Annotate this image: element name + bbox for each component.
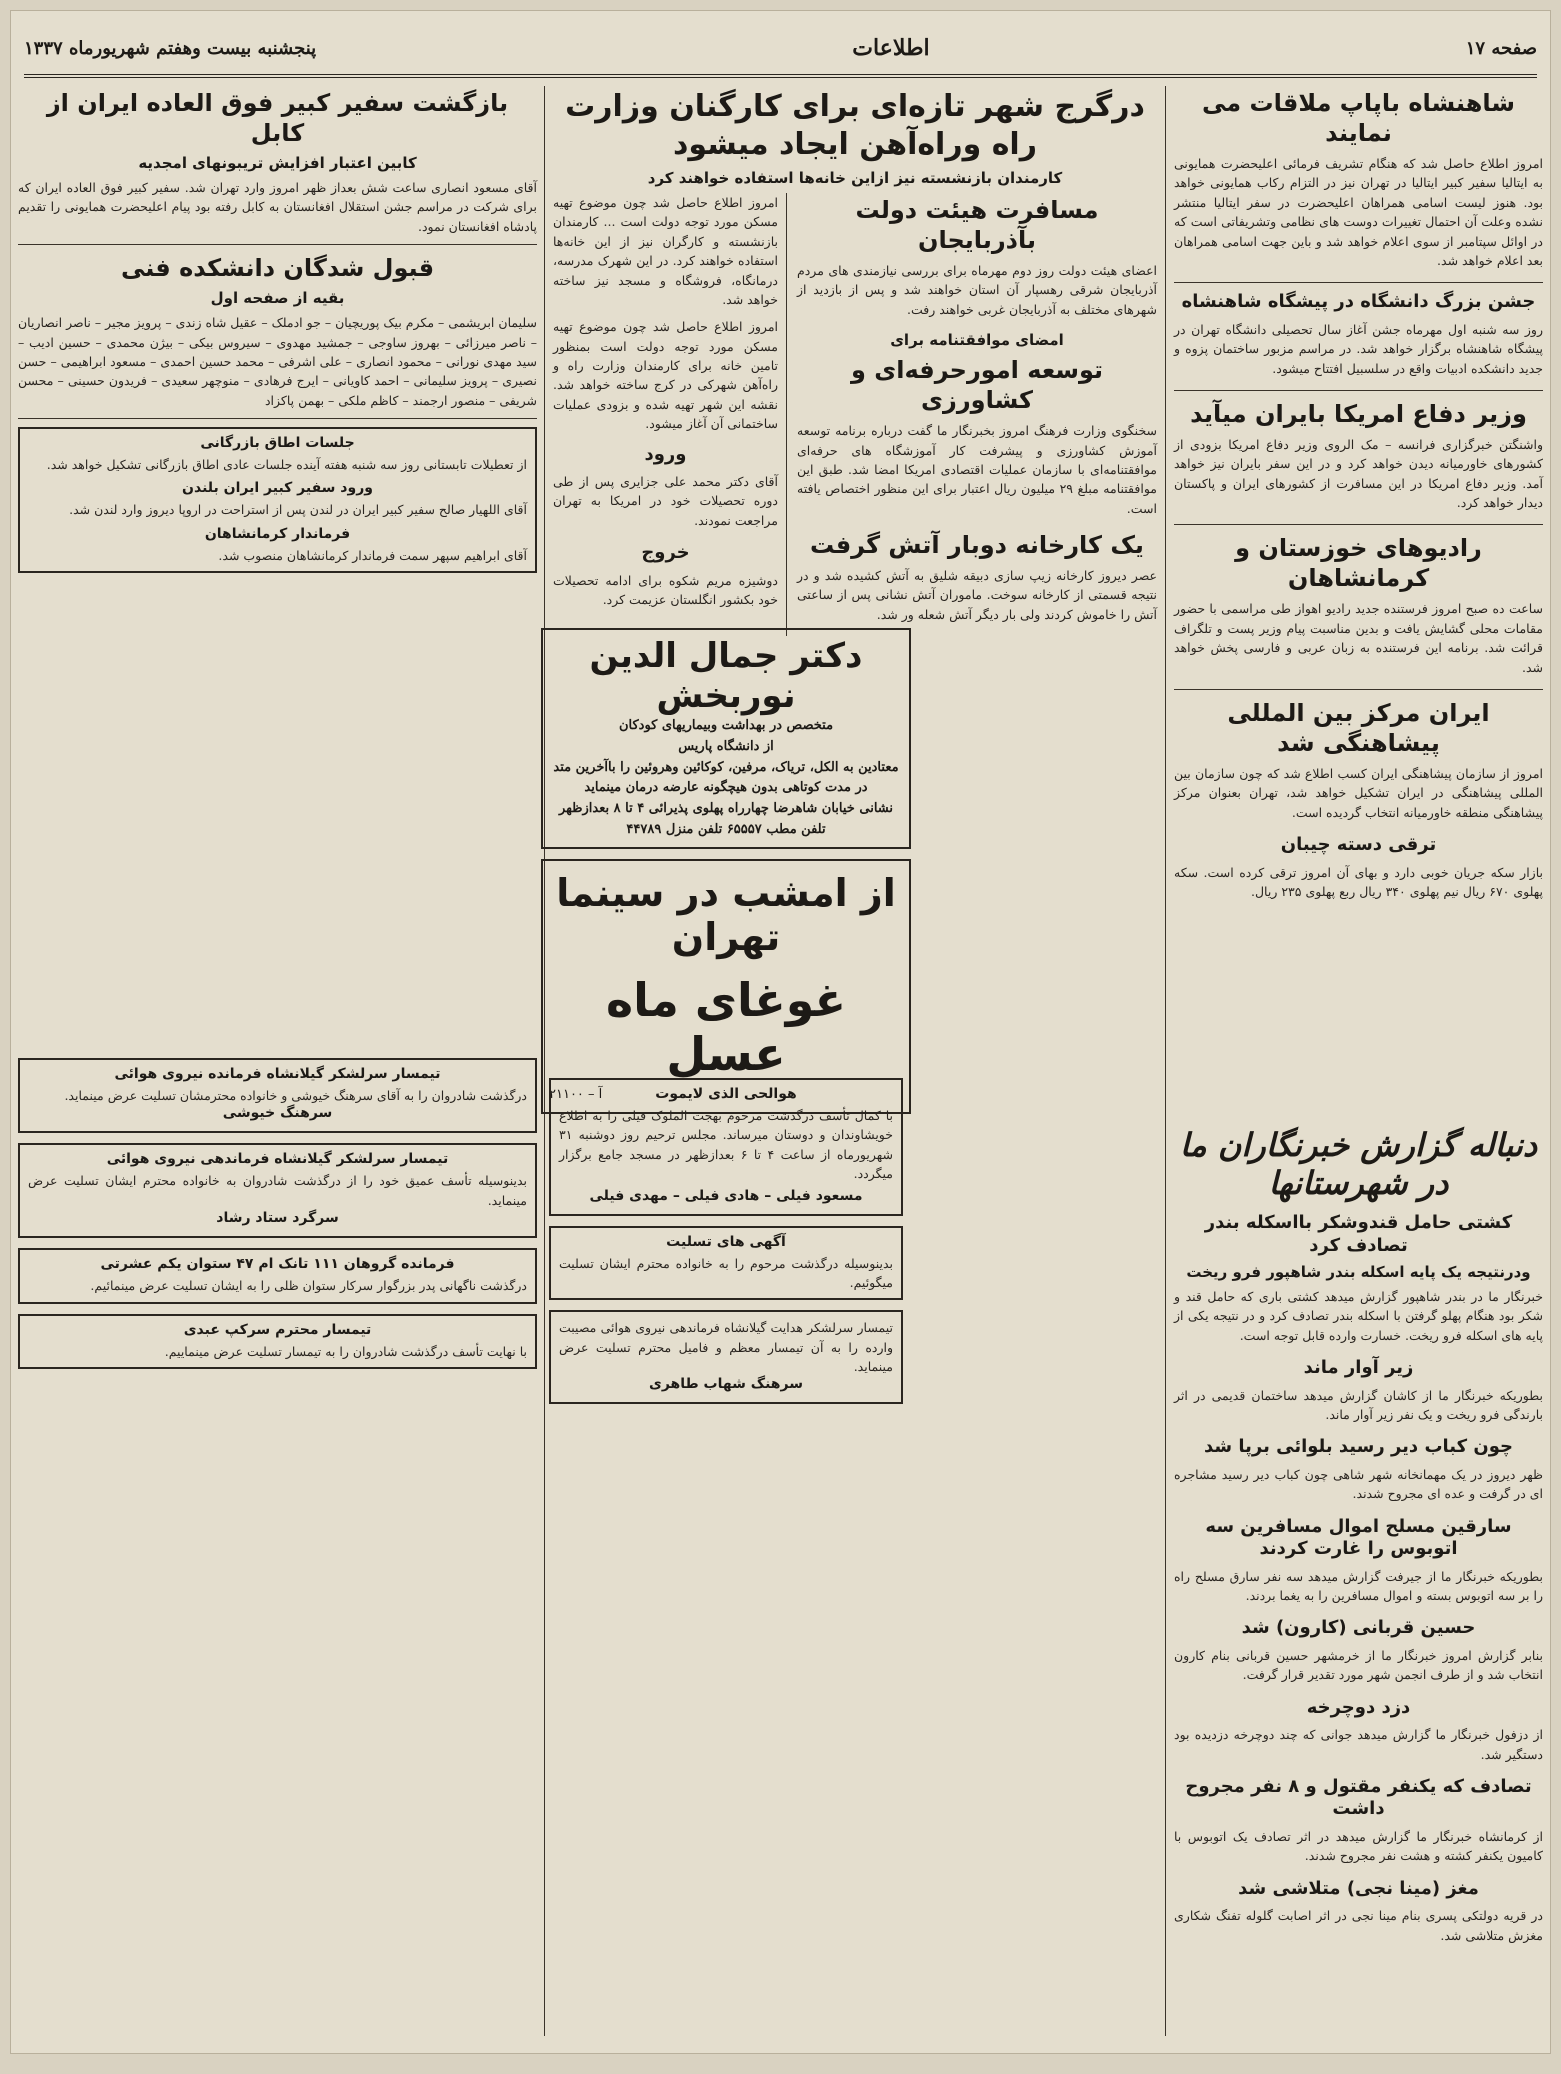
chamber-of-commerce-box — [18, 427, 537, 573]
obituary-body: با کمال تأسف درگذشت مرحوم بهجت الملوک فیلی را به اطلاع خویشاوندان و دوستان میرساند. مجلس ترحیم روز دوشنبه ۳۱ شهریورماه از ساعت ۴ تا ۶ بعدازظهر در مسجد جامع برگزار میگردد. — [559, 1108, 893, 1182]
column-obituaries-left — [10, 1050, 545, 2036]
article-body: ظهر دیروز در یک مهمانخانه شهر شاهی چون کباب دیر رسید مشاجره ای در گرفت و عده ای مجروح شدند. — [1174, 1466, 1543, 1502]
article-body: بطوریکه خبرنگار ما از جیرفت گزارش میدهد سه نفر سارق مسلح راه را بر سه اتوبوس بسته و اموال مسافرین را به یغما بردند. — [1174, 1568, 1543, 1603]
condolence-signer: سرگرد ستاد رشاد — [216, 1210, 339, 1227]
condolence-ads — [549, 1226, 903, 1301]
headline: دزد دوچرخه — [1306, 1696, 1411, 1718]
subheadline: بقیه از صفحه اول — [210, 289, 345, 308]
condolence-signer: سرهنگ خیوشی — [222, 1105, 333, 1122]
middle-subcolumn-main — [797, 193, 1157, 636]
column-left — [10, 86, 545, 1004]
article-factory-fire — [797, 530, 1157, 624]
ads-block — [541, 620, 911, 1124]
headline: توسعه امورحرفه‌ای و کشاورزی — [850, 356, 1104, 415]
article-accident — [1174, 1776, 1543, 1866]
article-body: بنابر گزارش امروز خبرنگار ما از خرمشهر حسین قربانی بنام کارون انتخاب شد و از طرف انجمن شهر مورد تقدیر قرار گرفت. — [1174, 1647, 1543, 1683]
issue-date: پنجشنبه بیست وهفتم شهریورماه ۱۳۳۷ — [24, 37, 317, 59]
box-body: آقای اللهیار صالح سفیر کبیر ایران در لندن پس از استراحت در اروپا دیروز وارد لندن شد. — [69, 502, 527, 518]
article-body: بازار سکه جریان خوبی دارد و بهای آن امروز ترقی کرده است. سکه پهلوی ۶۷۰ ریال نیم پهلوی ۳۴۰ ریال ربع پهلوی ۲۳۵ ریال. — [1174, 864, 1543, 899]
headline: وزیر دفاع امریکا بایران میآید — [1190, 399, 1527, 428]
article-vocational — [797, 331, 1157, 518]
doctor-ad — [541, 628, 911, 849]
condolence-ad — [18, 1314, 537, 1369]
condolence-title: تیمسار سرلشکر گیلانشاه فرمانده نیروی هوائی — [114, 1066, 441, 1082]
obituary-title: هوالحی الذی لایموت — [655, 1086, 797, 1102]
divider — [18, 244, 537, 245]
article-body: امروز اطلاع حاصل شد چون موضوع تهیه مسکن مورد توجه دولت است ... کارمندان بازنشسته و کارگران نیز از این خانه‌ها استفاده خواهند کرد. در این شهرک مدرسه، درمانگاه، فروشگاه و مسجد نیز ساخته خواهد شد. — [553, 195, 778, 307]
condolence-signer: سرهنگ شهاب طاهری — [648, 1376, 803, 1393]
ad-line: نشانی خیابان شاهرضا چهارراه پهلوی پذیرائی ۴ تا ۸ بعدازظهر تلفن مطب ۶۵۵۵۷ تلفن منزل ۴۴۷۸۹ — [558, 801, 894, 837]
headline: حسین قربانی (کارون) شد — [1241, 1617, 1476, 1639]
condolence-body: با نهایت تأسف درگذشت شادروان را به تیمسار تسلیت عرض مینماییم. — [164, 1343, 527, 1359]
article-body: بطوریکه خبرنگار ما از کاشان گزارش میدهد ساختمان قدیمی در اثر بارندگی فرو ریخت و یک نفر زیر آوار ماند. — [1174, 1387, 1543, 1422]
article-rubble — [1174, 1357, 1543, 1424]
condolence-body: درگذشت شادروان را به آقای سرهنگ خیوشی و خانواده محترمشان تسلیت عرض مینماید. — [64, 1088, 527, 1103]
headline: رادیوهای خوزستان و کرمانشاهان — [1235, 534, 1482, 593]
article-body: آقای مسعود انصاری ساعت شش بعداز ظهر امروز وارد تهران شد. سفیر کبیر فوق العاده ایران که برای شرکت در مراسم جشن استقلال افغانستان به کابل رفته بود پیام اعلیحضرت همایونی را تقدیم پادشاه افغانستان نمود. — [18, 180, 537, 234]
article-ship — [1174, 1212, 1543, 1345]
condolence-body: تیمسار سرلشکر هدایت گیلانشاه فرماندهی نیروی هوائی مصیبت وارده را به آن تیمسار معظم و فامیل محترم تسلیت عرض مینماید. — [559, 1320, 893, 1374]
box-title: فرماندار کرمانشاهان — [204, 525, 351, 542]
column-provincial — [1166, 1120, 1551, 2036]
box-title: ورود سفیر کبیر ایران بلندن — [182, 480, 373, 497]
condolence-title: فرمانده گروهان ۱۱۱ تانک ام ۴۷ ستوان یکم عشرتی — [100, 1256, 455, 1273]
ad-line: معتادین به الکل، تریاک، مرفین، کوکائین وهروئین را باآخرین متد در مدت کوتاهی بدون هیچگونه عارضه درمان مینماید — [553, 759, 899, 796]
article-body: آقای دکتر محمد علی جزایری پس از طی دوره تحصیلات خود در امریکا به تهران مراجعت نمودند. — [553, 474, 778, 528]
article-departure — [553, 542, 778, 609]
article-body: سخنگوی وزارت فرهنگ امروز بخبرنگار ما گفت درباره برنامه توسعه آموزش کشاورزی و پیشرفت کار آموزشگاه های حرفه‌ای موافقتنامه‌ای با سازمان عملیات اقتصادی امریکا امضا شد. طبق این موافقتنامه مبلغ ۲۹ میلیون ریال اعتبار برای این منظور اختصاص یافته است. — [797, 423, 1157, 516]
headline: جشن بزرگ دانشگاه در پیشگاه شاهنشاه — [1181, 291, 1536, 313]
article-university-ceremony — [1174, 291, 1543, 378]
divider — [1174, 282, 1543, 283]
condolence-ad — [18, 1058, 537, 1133]
headline: قبول شدگان دانشکده فنی — [120, 254, 435, 283]
section-title: دنباله گزارش خبرنگاران ما در شهرستانها — [1179, 1126, 1538, 1202]
divider — [1174, 524, 1543, 525]
condolence-ad — [549, 1310, 903, 1404]
article-body: سلیمان ابریشمی – مکرم بیک پوریچیان – جو ادملک – عقیل شاه زندی – پرویز مجیر – ناصر انصاریان – ناصر میرزائی – بهروز ساوجی – جمشید مهدوی – سیروس بیکی – بیژن محمدی – حسین ادیب – سید مهدی نورانی – محمود انصاری – علی اشرفی – محمد حسین احمدی – مسعود ابراهیمی – حسن نصیری – پرویز سلیمانی – احمد کاویانی – ایرج فرهادی – منوچهر سعیدی – فریدون حسینی – محسن شریفی – منصور ارجمند – کاظم ملکی – بهمن پاکزاد — [18, 315, 537, 408]
divider — [1174, 689, 1543, 690]
article-body: اعضای هیئت دولت روز دوم مهرماه برای بررسی نیازمندی های مردم آذربایجان شرقی رهسپار آن استان خواهند شد و پس از بازدید از شهرهای مختلف به آذربایجان غربی خواهند رفت. — [797, 263, 1157, 317]
article-scouting — [1174, 698, 1543, 822]
subheadline: امضای موافقتنامه برای — [890, 331, 1064, 350]
headline: ترقی دسته چیبان — [1280, 834, 1437, 855]
headline: چون کباب دیر رسید بلوائی برپا شد — [1204, 1436, 1513, 1458]
condolence-title: آگهی های تسلیت — [666, 1233, 786, 1250]
article-radio — [1174, 533, 1543, 677]
middle-subcolumn-side — [553, 193, 787, 636]
newspaper-name: اطلاعات — [852, 35, 930, 61]
obituary-signers: مسعود فیلی – هادی فیلی – مهدی فیلی — [589, 1187, 863, 1204]
subheadline: ودرنتیجه یک پایه اسکله بندر شاهپور فرو ریخت — [1186, 1263, 1531, 1281]
headline: مغز (مینا نجی) متلاشی شد — [1238, 1877, 1479, 1899]
article-gunshot — [1174, 1878, 1543, 1945]
condolence-body: بدینوسیله تأسف عمیق خود را از درگذشت شادروان به خانواده محترم ایشان تسلیت عرض مینماید. — [28, 1173, 527, 1208]
column-obituaries-mid — [541, 1070, 911, 2036]
article-robbers — [1174, 1516, 1543, 1606]
cinema-ad-film: غوغای ماه عسل — [605, 972, 847, 1081]
page-number: صفحه ۱۷ — [1465, 37, 1537, 59]
divider — [18, 418, 537, 419]
cinema-ad-code: آ – ۲۱۱۰۰ — [549, 1086, 603, 1102]
article-body: واشنگتن خبرگزاری فرانسه – مک الروی وزیر دفاع امریکا بزودی از کشورهای خاورمیانه دیدن خواهد کرد و در این سفر بایران نیز خواهد آمد. وزیر دفاع امریکا در این مسافرت از کشورهای ایران و پاکستان دیدار خواهد کرد. — [1174, 436, 1543, 510]
article-shah-pope — [1174, 88, 1543, 270]
article-cabinet-trip — [797, 195, 1157, 319]
article-body: عصر دیروز کارخانه زیپ سازی دبیقه شلیق به آتش کشیده شد و در نتیجه قسمتی از کارخانه سوخت. ماموران آتش نشانی پس از ساعتی آتش را خاموش کردند ولی بار دیگر آتش شعله ور شد. — [797, 568, 1157, 622]
box-title: جلسات اطاق بازرگانی — [200, 435, 355, 451]
condolence-body: بدینوسیله درگذشت مرحوم را به خانواده محترم ایشان تسلیت میگوئیم. — [559, 1255, 893, 1290]
article-body: امروز اطلاع حاصل شد که هنگام تشریف فرمائی اعلیحضرت همایونی به ایتالیا سفیر کبیر ایتالیا در تهران نیز در التزام رکاب همایونی خواهد بود. هنوز لیست اسامی همراهان اعلیحضرت در سفر ایتالیا منتشر نشده وعلت آن احتمال تغییرات دوست های نظامی وتشریفاتی است که در اوائل سپتامبر از سوی اعلام خواهد شد و باین جهت اسامی همراهان بعد اعلام خواهد شد. — [1174, 156, 1543, 268]
newspaper-page — [10, 10, 1551, 2054]
article-body: امروز اطلاع حاصل شد چون موضوع تهیه مسکن مورد توجه دولت است بمنظور تامین خانه برای کارمندان وزارت راه و راه‌آهن شهرکی در کرج ساخته خواهد شد. نقشه این شهر تهیه شده و بزودی عملیات ساختمانی آن آغاز میشود. — [553, 319, 778, 432]
condolence-title: تیمسار محترم سرکپ عبدی — [183, 1321, 372, 1338]
condolence-ad — [18, 1248, 537, 1303]
article-body: در قریه دولتکی پسری بنام مینا نجی در اثر اصابت گلوله تفنگ شکاری مغزش متلاشی شد. — [1174, 1908, 1543, 1943]
article-body: خبرنگار ما در بندر شاهپور گزارش میدهد کشتی باری که حامل قند و شکر بود هنگام پهلو گرفتن با اسکله بندر تصادف کرد و در نتیجه یکی از پایه های اسکله فرو ریخت. خسارت وارده قابل توجه است. — [1174, 1289, 1543, 1343]
ad-line: متخصص در بهداشت وبیماریهای کودکان — [618, 718, 834, 733]
headline: بازگشت سفیر کبیر فوق العاده ایران از کابل — [46, 89, 509, 147]
article-body: از دزفول خبرنگار ما گزارش میدهد جوانی که چند دوچرخه دزدیده بود دستگیر شد. — [1174, 1727, 1543, 1762]
box-body: آقای ابراهیم سپهر سمت فرماندار کرمانشاهان منصوب شد. — [218, 547, 527, 563]
condolence-body: درگذشت ناگهانی پدر بزرگوار سرکار ستوان ظلی را به ایشان تسلیت عرض مینمائیم. — [90, 1278, 527, 1294]
headline: سارقین مسلح اموال مسافرین سه اتوبوس را غارت کردند — [1205, 1515, 1512, 1560]
article-arrival — [553, 444, 778, 531]
subheadline: کارمندان بازنشسته نیز ازاین خانه‌ها استفاده خواهند کرد — [647, 169, 1063, 187]
headline: یک کارخانه دوبار آتش گرفت — [810, 531, 1144, 559]
article-kebab — [1174, 1436, 1543, 1503]
masthead — [24, 22, 1537, 78]
subheadline: کابین اعتبار افزایش تریبونهای امجدیه — [138, 154, 417, 172]
article-body: از کرمانشاه خبرنگار ما گزارش میدهد در اثر تصادف یک اتوبوس با کامیون یکنفر کشته و هشت نفر مجروح شدند. — [1174, 1828, 1543, 1864]
article-body: دوشیزه مریم شکوه برای ادامه تحصیلات خود بکشور انگلستان عزیمت کرد. — [553, 572, 778, 607]
article-karun — [1174, 1617, 1543, 1684]
headline: ایران مرکز بین المللی پیشاهنگی شد — [1227, 698, 1490, 757]
condolence-ad — [18, 1143, 537, 1238]
headline: مسافرت هیئت دولت بآذربایجان — [855, 196, 1099, 254]
headline: تصادف که یکنفر مقتول و ۸ نفر مجروح داشت — [1185, 1775, 1532, 1820]
obituary — [549, 1078, 903, 1216]
article-body: روز سه شنبه اول مهرماه جشن آغاز سال تحصیلی دانشگاه تهران در پیشگاه شاهنشاه برگزار خواهد شد. در مراسم مزبور ساختمان پزوه و جدید دانشکده ادبیات واقع در سلسبیل افتتاح میشود. — [1174, 321, 1543, 376]
headline: زیر آوار ماند — [1303, 1357, 1414, 1379]
headline: درگرج شهر تازه‌ای برای کارگنان وزارت راه وراه‌آهن ایجاد میشود — [565, 89, 1145, 162]
doctor-name: دکتر جمال الدین نوربخش — [589, 636, 863, 716]
article-body: ساعت ده صبح امروز فرستنده جدید رادیو اهواز طی مراسمی با حضور مقامات محلی گشایش یافت و بدین مناسبت پیام وزیر پست و تلگراف قرائت شد. برنامه این فرستنده به زبان عربی و فارسی پخش خواهد شد. — [1174, 601, 1543, 675]
article-us-defense — [1174, 399, 1543, 513]
divider — [1174, 390, 1543, 391]
headline: خروج — [641, 542, 690, 564]
article-bike-thief — [1174, 1697, 1543, 1764]
headline: کشتی حامل قندوشکر بااسکله بندر تصادف کرد — [1204, 1212, 1513, 1256]
article-coins — [1174, 834, 1543, 901]
ad-line: از دانشگاه پاریس — [678, 738, 774, 754]
box-body: از تعطیلات تابستانی روز سه شنبه هفته آینده جلسات عادی اطاق بازرگانی تشکیل خواهد شد. — [46, 457, 527, 472]
headline: ورود — [644, 443, 687, 465]
condolence-title: تیمسار سرلشکر گیلانشاه فرماندهی نیروی هوائی — [106, 1151, 449, 1168]
cinema-ad-headline: از امشب در سینما تهران — [556, 870, 896, 959]
article-body: امروز از سازمان پیشاهنگی ایران کسب اطلاع شد که چون سازمان بین المللی پیشاهنگی در ایران تشکیل خواهد شد، تهران بعنوان مرکز پیشاهنگی منطقه خاورمیانه انتخاب گردیده است. — [1174, 765, 1543, 820]
headline: شاهنشاه باپاپ ملاقات می نمایند — [1202, 89, 1515, 147]
